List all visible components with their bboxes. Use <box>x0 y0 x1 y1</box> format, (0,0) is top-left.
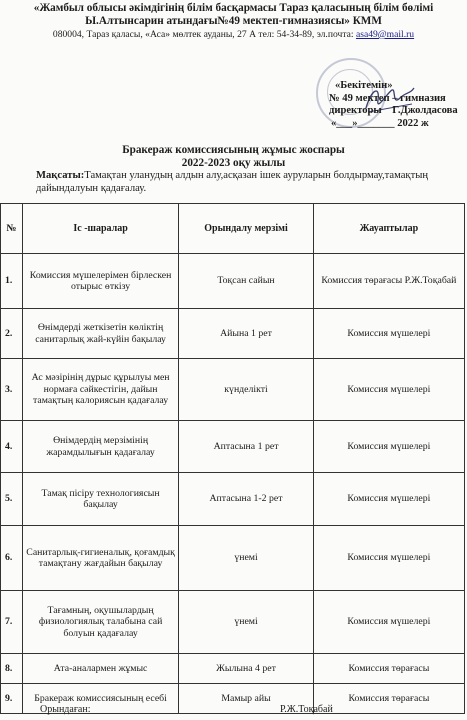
row-number: 2. <box>1 309 23 359</box>
approval-title: «Бекітемін» <box>335 80 393 91</box>
row-term: үнемі <box>179 591 314 654</box>
row-activity: Тағамның, оқушылардың физиологиялық талабына сай болуын қадағалау <box>22 591 178 654</box>
document-title: Бракераж комиссиясының жұмыс жоспары <box>122 144 345 156</box>
approval-block <box>329 80 458 130</box>
row-number: 9. <box>1 684 23 714</box>
purpose-label: Мақсаты: <box>36 170 85 181</box>
purpose-text: Тамақтан уланудың алдын алу,асқазан ішек ауруларын болдырмау,тамақтың дайындалуын қадағалау. <box>36 170 428 194</box>
row-number: 1. <box>1 254 23 309</box>
row-activity: Тамақ пісіру технологиясын бақылау <box>22 473 178 526</box>
row-activity: Ас мәзірінің дұрыс құрылуы мен нормаға сәйкестігін, дайын тамақтың калориясын қадағалау <box>22 359 178 421</box>
table-header-row <box>1 204 465 254</box>
row-responsible: Комиссия төрағасы <box>313 654 464 684</box>
row-number: 3. <box>1 359 23 421</box>
table-row <box>1 654 465 684</box>
table-row <box>1 473 465 526</box>
header-responsible: Жауаптылар <box>313 204 464 254</box>
row-number: 4. <box>1 421 23 473</box>
address-text: 080004, Тараз қаласы, «Аса» мөлтек ауданы, 27 А тел: 54-34-89, эл.почта: <box>52 29 356 40</box>
row-number: 7. <box>1 591 23 654</box>
row-responsible: Комиссия төрағасы Р.Ж.Тоқабай <box>313 254 464 309</box>
row-term: үнемі <box>179 526 314 591</box>
row-activity: Ата-аналармен жұмыс <box>22 654 178 684</box>
footer-label: Орындаған: <box>40 704 91 715</box>
footer-name: Р.Ж.Тоқабай <box>280 704 333 715</box>
table-row <box>1 526 465 591</box>
row-term: Мамыр айы <box>179 684 314 714</box>
row-activity: Комиссия мүшелерімен бірлескен отырыс өткізу <box>22 254 178 309</box>
header-term: Орындалу мерзімі <box>179 204 314 254</box>
approval-role: директоры <box>329 105 382 116</box>
row-term: Айына 1 рет <box>179 309 314 359</box>
row-responsible: Комиссия мүшелері <box>313 421 464 473</box>
row-number: 6. <box>1 526 23 591</box>
header-num: № <box>1 204 23 254</box>
row-responsible: Комиссия мүшелері <box>313 591 464 654</box>
approval-director: Г.Джолдасова <box>392 105 458 116</box>
row-responsible: Комиссия төрағасы <box>313 684 464 714</box>
table-row <box>1 421 465 473</box>
purpose-paragraph <box>36 170 460 195</box>
row-responsible: Комиссия мүшелері <box>313 309 464 359</box>
row-term: күнделікті <box>179 359 314 421</box>
document-title-block <box>0 144 467 170</box>
row-term: Аптасына 1-2 рет <box>179 473 314 526</box>
plan-table <box>0 203 465 714</box>
row-number: 8. <box>1 654 23 684</box>
row-responsible: Комиссия мүшелері <box>313 526 464 591</box>
org-name-line1: «Жамбыл облысы әкімдігінің білім басқармасы Тараз қаласының білім бөлімі <box>33 2 434 14</box>
row-activity: Санитарлық-гигиеналық, қоғамдық тамақтану жағдайын бақылау <box>22 526 178 591</box>
row-term: Аптасына 1 рет <box>179 421 314 473</box>
row-term: Тоқсан сайын <box>179 254 314 309</box>
row-number: 5. <box>1 473 23 526</box>
table-row <box>1 254 465 309</box>
row-activity: Өнімдердің мерзімінің жарамдылығын қадағалау <box>22 421 178 473</box>
approval-position: № 49 мектеп – гимназия <box>329 92 446 104</box>
row-responsible: Комиссия мүшелері <box>313 359 464 421</box>
table-row <box>1 309 465 359</box>
header-activity: Іс -шаралар <box>22 204 178 254</box>
row-activity: Бракераж комиссиясының есебі <box>22 684 178 714</box>
table-row <box>1 359 465 421</box>
row-term: Жылына 4 рет <box>179 654 314 684</box>
table-row <box>1 591 465 654</box>
approval-date: «___»_______ 2022 ж <box>331 117 429 129</box>
org-name-line2: Ы.Алтынсарин атындағы№49 мектеп-гимназиясы» КММ <box>85 15 382 27</box>
row-activity: Өнімдерді жеткізетін көліктің санитарлық жай-күйін бақылау <box>22 309 178 359</box>
row-responsible: Комиссия мүшелері <box>313 473 464 526</box>
email-link[interactable]: asa49@mail.ru <box>355 29 415 40</box>
document-year: 2022-2023 оқу жылы <box>181 157 286 169</box>
org-address <box>0 29 467 41</box>
org-header <box>0 0 467 28</box>
